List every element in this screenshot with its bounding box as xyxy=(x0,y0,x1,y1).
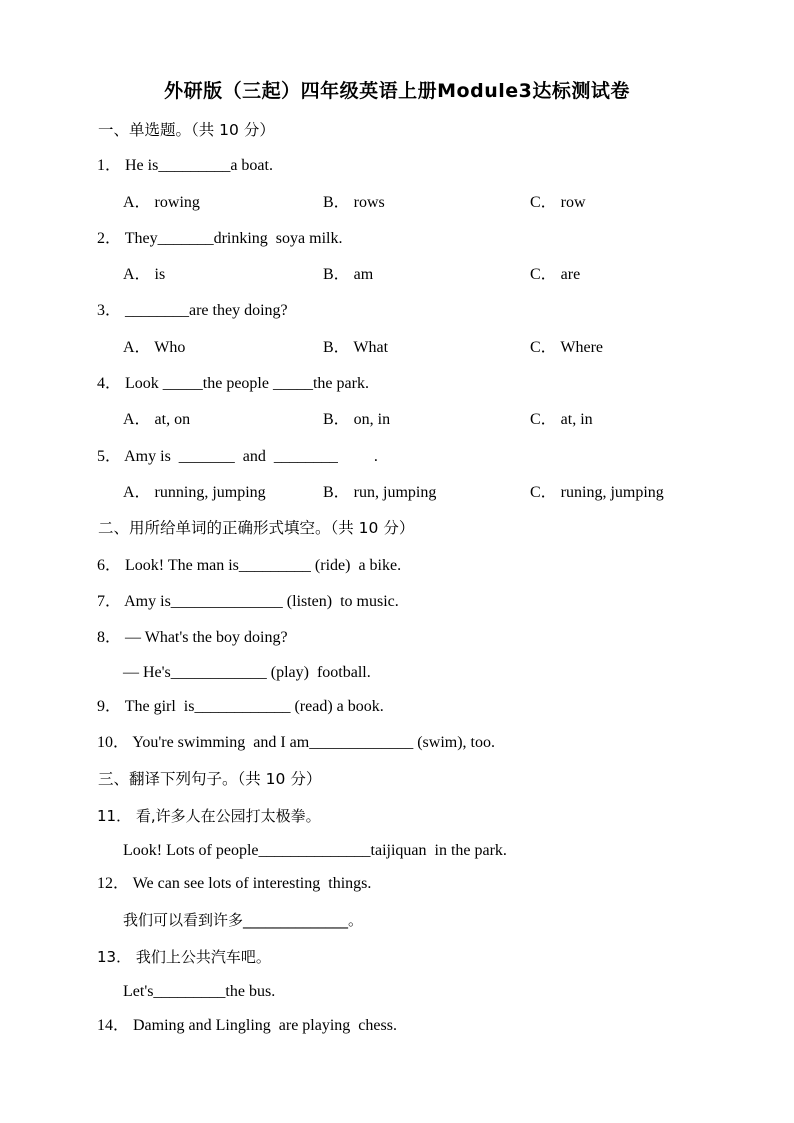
q2-option-a: A． is xyxy=(123,266,166,283)
q5-option-a: A． running, jumping xyxy=(123,484,266,501)
question-4: 4． Look _____the people _____the park. xyxy=(97,375,369,392)
question-2: 2． They_______drinking soya milk. xyxy=(97,230,343,247)
section-heading-3: 三、翻译下列句子。（共 10 分） xyxy=(98,770,322,788)
q5-option-c: C． runing, jumping xyxy=(530,484,664,501)
q4-option-a: A． at, on xyxy=(123,411,191,428)
question-1: 1． He is_________a boat. xyxy=(97,157,273,174)
q4-option-c: C． at, in xyxy=(530,411,593,428)
q1-option-a: A． rowing xyxy=(123,194,200,211)
page-title: 外研版（三起）四年级英语上册Module3达标测试卷 xyxy=(164,80,630,102)
question-10: 10． You're swimming and I am_____________ (swim), too. xyxy=(97,734,495,751)
question-9: 9． The girl is____________ (read) a book. xyxy=(97,698,384,715)
q2-option-c: C． are xyxy=(530,266,581,283)
q3-option-c: C． Where xyxy=(530,339,604,356)
q3-option-b: B． What xyxy=(323,339,389,356)
question-5: 5． Amy is _______ and ________ . xyxy=(97,448,378,465)
question-8: 8． — What's the boy doing? xyxy=(97,629,288,646)
question-6: 6． Look! The man is_________ (ride) a bike. xyxy=(97,557,402,574)
question-8-answer: — He's____________ (play) football. xyxy=(123,664,371,681)
question-3: 3． ________are they doing? xyxy=(97,302,288,319)
q1-option-c: C． row xyxy=(530,194,586,211)
question-13-answer: Let's_________the bus. xyxy=(123,983,276,1000)
question-12: 12． We can see lots of interesting things. xyxy=(97,875,372,892)
question-12-answer: 我们可以看到许多______________。 xyxy=(123,911,364,929)
question-14: 14． Daming and Lingling are playing chess. xyxy=(97,1017,397,1034)
question-11: 11． 看,许多人在公园打太极拳。 xyxy=(97,807,321,825)
question-7: 7． Amy is______________ (listen) to music. xyxy=(97,593,399,610)
question-11-answer: Look! Lots of people______________taijiquan in the park. xyxy=(123,842,507,859)
q2-option-b: B． am xyxy=(323,266,374,283)
section-heading-1: 一、单选题。（共 10 分） xyxy=(98,121,275,139)
section-heading-2: 二、用所给单词的正确形式填空。（共 10 分） xyxy=(98,519,415,537)
q4-option-b: B． on, in xyxy=(323,411,391,428)
q1-option-b: B． rows xyxy=(323,194,385,211)
q3-option-a: A． Who xyxy=(123,339,186,356)
q5-option-b: B． run, jumping xyxy=(323,484,437,501)
question-13: 13． 我们上公共汽车吧。 xyxy=(97,948,271,966)
